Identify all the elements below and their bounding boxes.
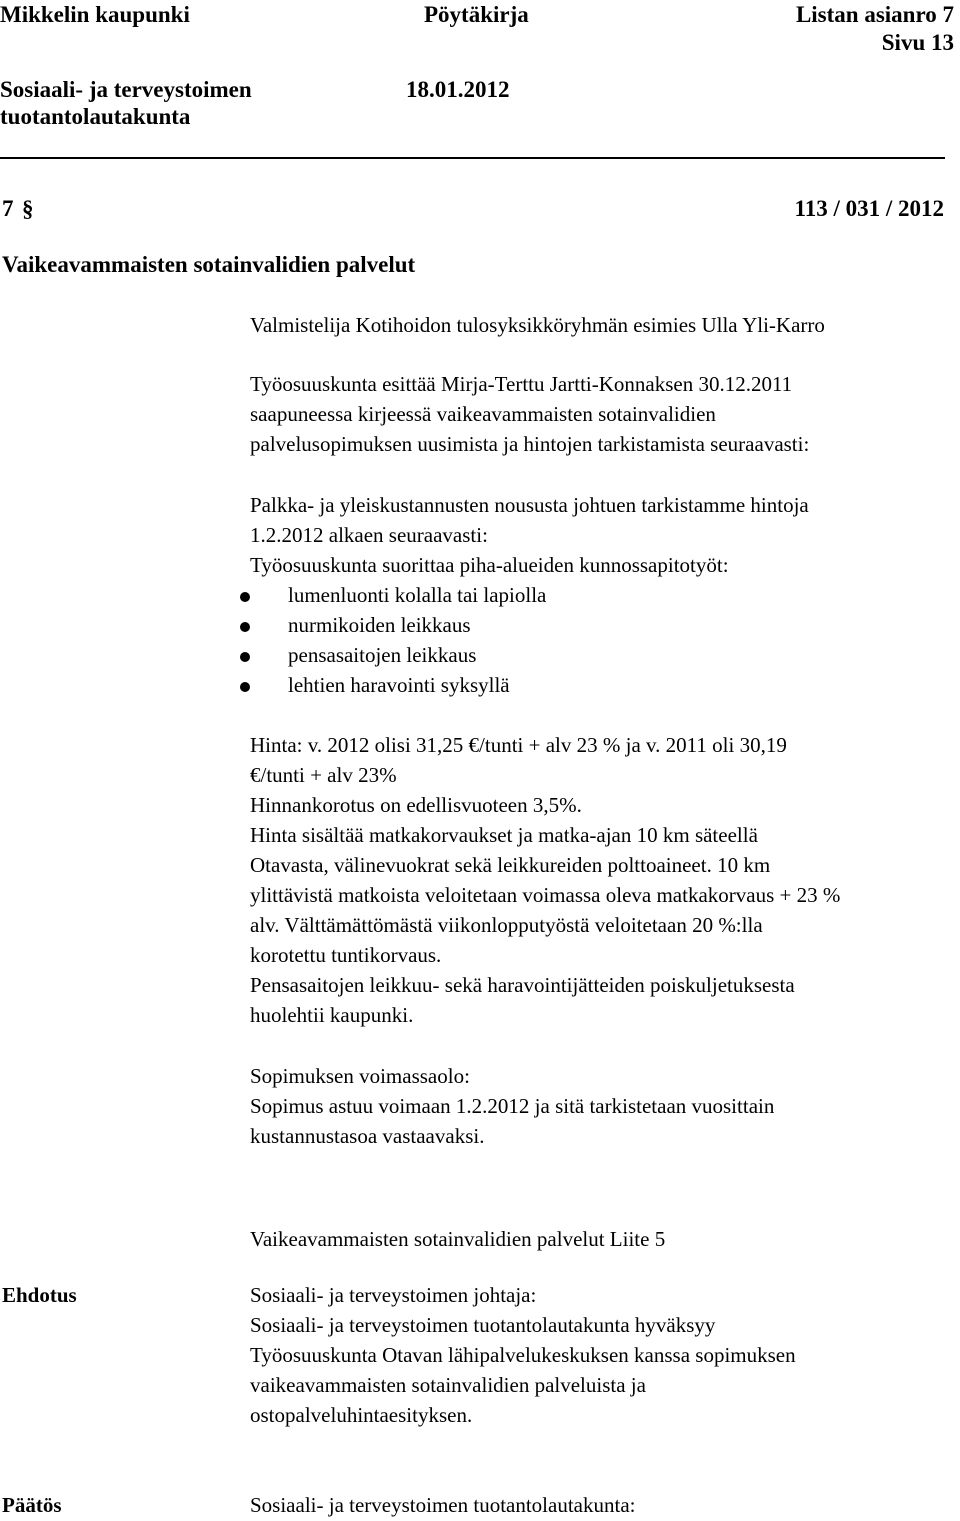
bullet-icon [240,652,250,662]
section-title: Vaikeavammaisten sotainvalidien palvelut [2,252,416,277]
bullet-icon [240,622,250,632]
doc-type: Pöytäkirja [424,2,529,27]
proposal-label: Ehdotus [2,1283,77,1307]
preparer-line: Valmistelija Kotihoidon tulosyksikköryhmän esimies Ulla Yli-Karro [250,313,825,337]
bullet-icon [240,592,250,602]
task-list-item: pensasaitojen leikkaus [288,643,477,667]
meeting-date: 18.01.2012 [406,77,510,102]
price-line: Pensasaitojen leikkuu- sekä haravointijätteiden poiskuljetuksesta [250,973,795,997]
contract-line: kustannustasoa vastaavaksi. [250,1124,485,1148]
proposal-line: vaikeavammaisten sotainvalidien palveluista ja [250,1373,646,1397]
attachment-reference: Vaikeavammaisten sotainvalidien palvelut Liite 5 [250,1227,666,1251]
org-name: Mikkelin kaupunki [0,2,190,27]
proposal-line: Työosuuskunta Otavan lähipalvelukeskuksen kanssa sopimuksen [250,1343,796,1367]
task-list-item: lumenluonti kolalla tai lapiolla [288,583,547,607]
price-line: Hinta: v. 2012 olisi 31,25 €/tunti + alv 23 % ja v. 2011 oli 30,19 [250,733,787,757]
paragraph-sign: § [22,196,34,221]
decision-label: Päätös [2,1493,62,1517]
proposal-line: Sosiaali- ja terveystoimen tuotantolautakunta hyväksyy [250,1313,716,1337]
diary-reference: 113 / 031 / 2012 [794,196,944,221]
price-line: ylittävistä matkoista veloitetaan voimassa oleva matkakorvaus + 23 % [250,883,841,907]
proposal-line: ostopalveluhintaesityksen. [250,1403,473,1427]
page-number: Sivu 13 [881,30,954,55]
task-list-item: lehtien haravointi syksyllä [288,673,510,697]
intro-line: saapuneessa kirjeessä vaikeavammaisten sotainvalidien [250,402,716,426]
section-number: 7 [2,196,14,221]
contract-line: Sopimus astuu voimaan 1.2.2012 ja sitä tarkistetaan vuosittain [250,1094,775,1118]
price-line: korotettu tuntikorvaus. [250,943,442,967]
intro-line: palvelusopimuksen uusimista ja hintojen tarkistamista seuraavasti: [250,432,810,456]
proposal-line: Sosiaali- ja terveystoimen johtaja: [250,1283,537,1307]
price-line: €/tunti + alv 23% [250,763,397,787]
price-line: alv. Välttämättömästä viikonlopputyöstä veloitetaan 20 %:lla [250,913,763,937]
price-intro-line: Palkka- ja yleiskustannusten noususta johtuen tarkistamme hintoja [250,493,809,517]
intro-line: Työosuuskunta esittää Mirja-Terttu Jartti-Konnaksen 30.12.2011 [250,372,793,396]
price-intro-line: Työosuuskunta suorittaa piha-alueiden kunnossapitotyöt: [250,553,729,577]
board-name-line1: Sosiaali- ja terveystoimen [0,77,252,102]
price-intro-line: 1.2.2012 alkaen seuraavasti: [250,523,488,547]
list-item-number: Listan asianro 7 [795,2,954,27]
header-divider [0,157,945,159]
task-list-item: nurmikoiden leikkaus [288,613,471,637]
bullet-icon [240,682,250,692]
price-line: huolehtii kaupunki. [250,1003,414,1027]
contract-line: Sopimuksen voimassaolo: [250,1064,470,1088]
price-line: Otavasta, välinevuokrat sekä leikkureiden polttoaineet. 10 km [250,853,771,877]
decision-line: Sosiaali- ja terveystoimen tuotantolautakunta: [250,1493,636,1517]
price-line: Hinnankorotus on edellisvuoteen 3,5%. [250,793,582,817]
price-line: Hinta sisältää matkakorvaukset ja matka-ajan 10 km säteellä [250,823,758,847]
board-name-line2: tuotantolautakunta [0,104,191,129]
